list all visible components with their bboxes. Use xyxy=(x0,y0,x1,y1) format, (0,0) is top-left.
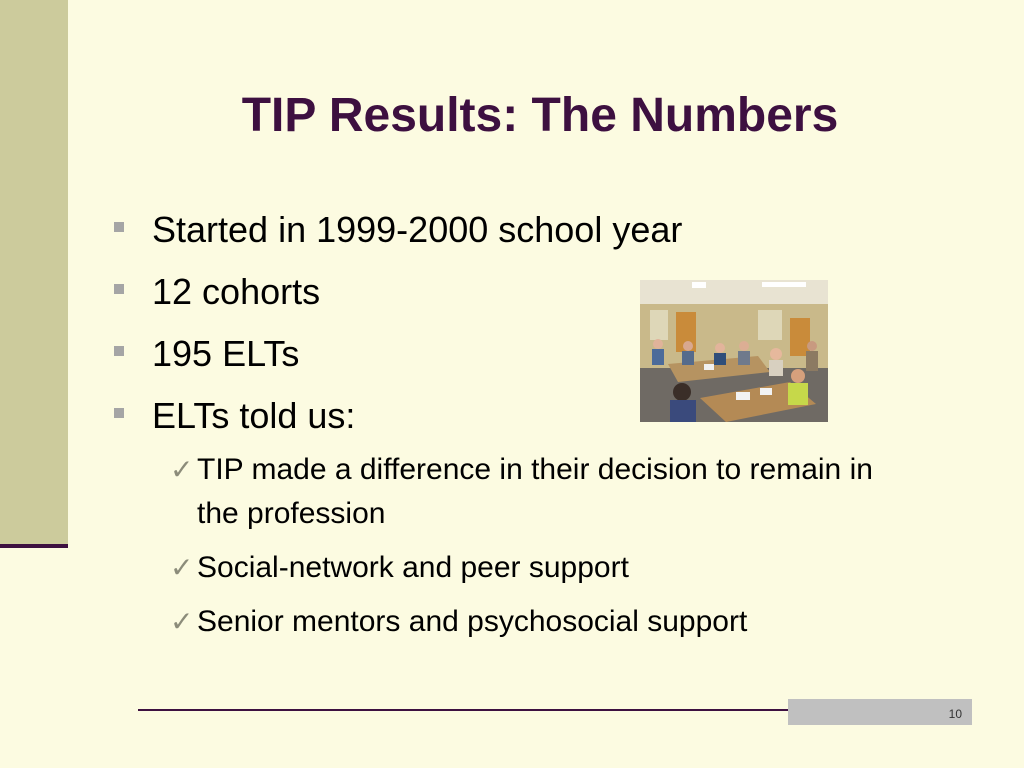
sub-bullet-item xyxy=(170,546,877,590)
bullet-item xyxy=(114,202,682,264)
bullet-item xyxy=(114,264,682,326)
sub-bullet-text: Social-network and peer support xyxy=(197,551,629,584)
bullet-item xyxy=(114,388,682,450)
bullet-square-icon xyxy=(114,346,124,356)
slide-title: TIP Results: The Numbers xyxy=(241,89,839,142)
sub-bullet-text: Senior mentors and psychosocial support xyxy=(197,605,748,638)
bullet-list xyxy=(114,202,682,450)
bullet-item xyxy=(114,326,682,388)
checkmark-icon: ✓ xyxy=(170,552,194,583)
sub-bullet-item xyxy=(170,448,877,536)
checkmark-icon: ✓ xyxy=(170,454,194,485)
bullet-text: Started in 1999-2000 school year xyxy=(152,209,683,250)
page-number: 10 xyxy=(948,707,962,721)
side-rule xyxy=(0,544,68,548)
bullet-text: 12 cohorts xyxy=(152,271,321,312)
checkmark-icon: ✓ xyxy=(170,606,194,637)
sub-bullet-list xyxy=(170,448,877,654)
bullet-square-icon xyxy=(114,222,124,232)
bullet-square-icon xyxy=(114,284,124,294)
sub-bullet-text: TIP made a difference in their decision to remain in the profession xyxy=(197,453,873,530)
bullet-square-icon xyxy=(114,408,124,418)
page-number-box xyxy=(788,699,972,725)
bullet-text: ELTs told us: xyxy=(152,395,356,436)
side-band xyxy=(0,0,68,548)
bullet-text: 195 ELTs xyxy=(152,333,300,374)
classroom-photo xyxy=(640,280,828,422)
sub-bullet-item xyxy=(170,600,877,644)
